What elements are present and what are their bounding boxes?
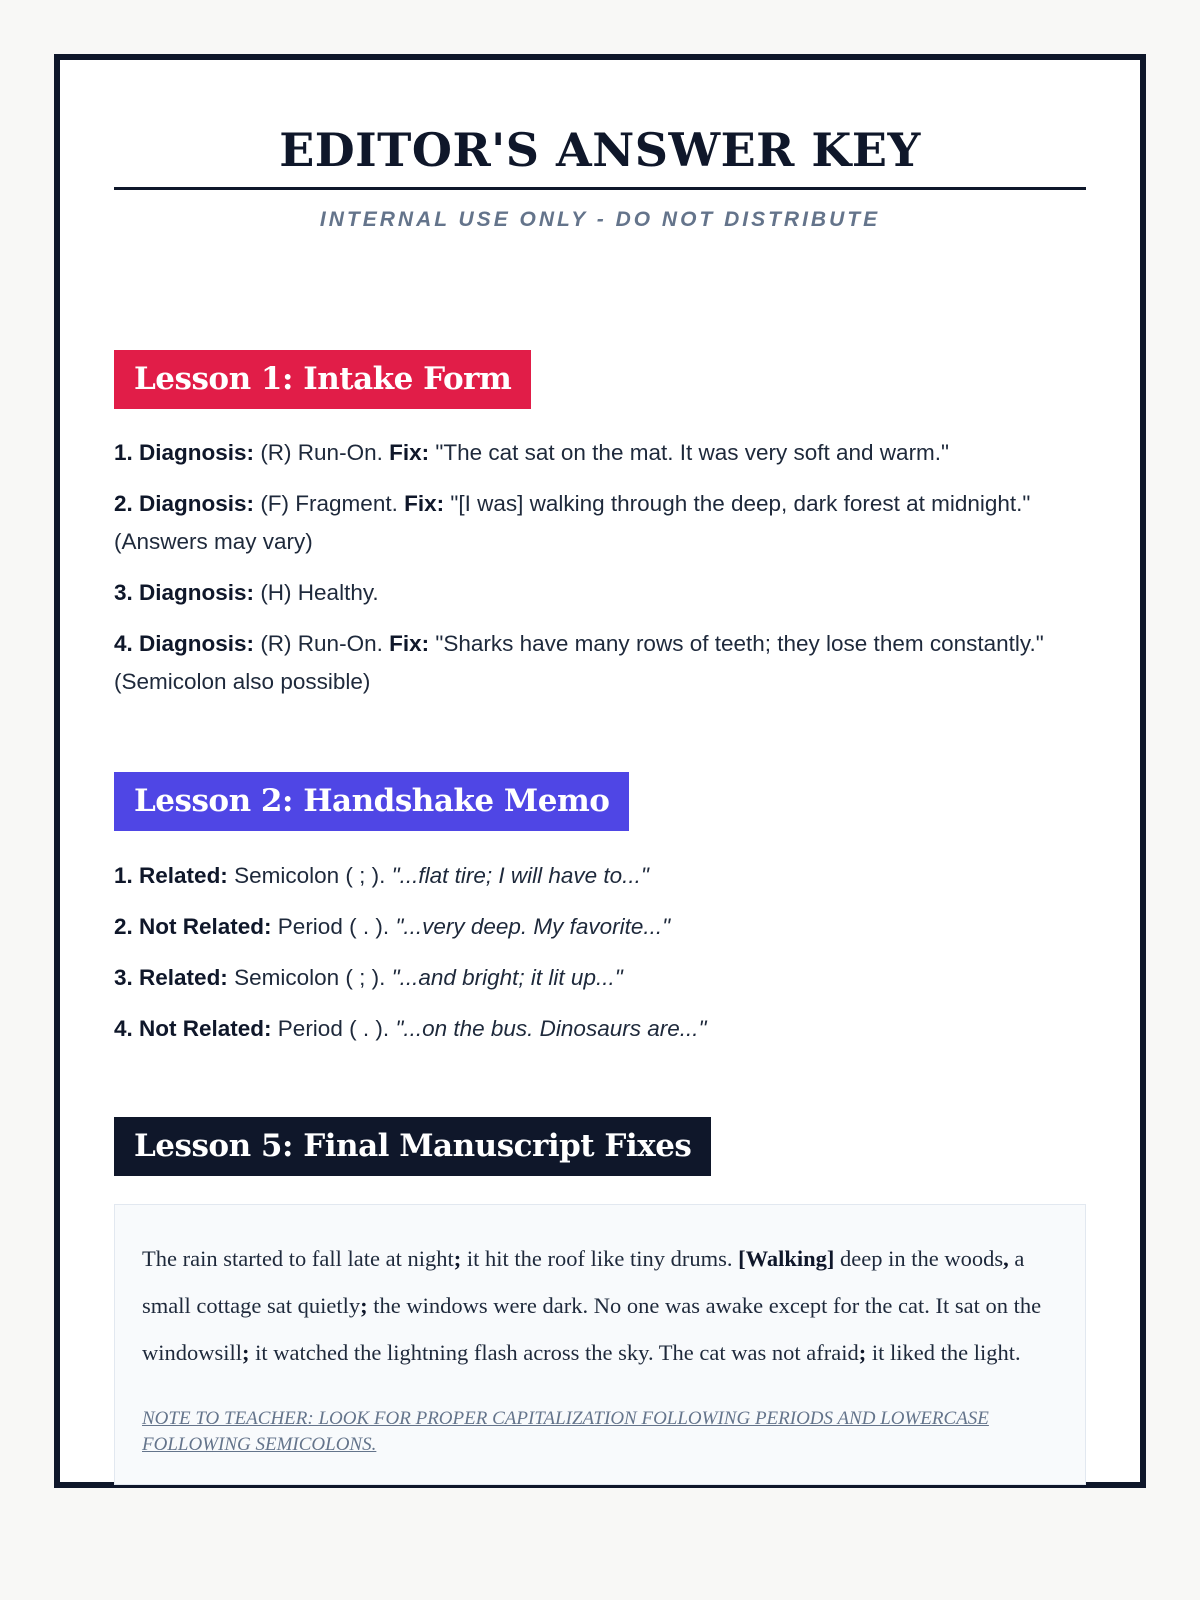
lesson-2-item [114,1010,1086,1048]
page-title: EDITOR'S ANSWER KEY [279,123,921,177]
title-divider [114,187,1086,190]
item-answer: Period ( . ). [271,914,396,939]
lesson-1-list [114,434,1086,701]
item-label: Diagnosis: [139,580,255,605]
lesson-2-section [114,772,1086,1061]
item-answer: (H) Healthy. [254,580,379,605]
ms-segment: deep in the woods [834,1246,1004,1271]
lesson-2-list [114,857,1086,1048]
item-number: 4. [114,1016,133,1041]
item-example: "...on the bus. Dinosaurs are..." [395,1016,707,1041]
item-number: 2. [114,491,133,516]
item-number: 2. [114,914,133,939]
item-number: 4. [114,631,133,656]
item-answer: (R) Run-On. [254,631,390,656]
inserted-word: [Walking] [738,1246,835,1271]
item-number: 3. [114,965,133,990]
lesson-1-item [114,434,1086,472]
lesson-5-heading: Lesson 5: Final Manuscript Fixes [114,1117,711,1176]
item-answer: Period ( . ). [271,1016,396,1041]
item-number: 1. [114,440,133,465]
lesson-1-item [114,574,1086,612]
punctuation-fix: ; [242,1340,250,1365]
lesson-1-item [114,625,1086,701]
lesson-5-section [114,1117,1086,1485]
item-example: "...flat tire; I will have to..." [391,863,649,888]
fix-text: "Sharks have many rows of teeth; they lose them constantly." (Semicolon also possible) [114,631,1044,694]
item-label: Related: [139,965,228,990]
item-label: Not Related: [139,914,272,939]
ms-segment: it hit the roof like tiny drums. [461,1246,739,1271]
item-answer: Semicolon ( ; ). [227,965,392,990]
teacher-note: NOTE TO TEACHER: LOOK FOR PROPER CAPITALIZATION FOLLOWING PERIODS AND LOWERCASE FOLLOWING SEMICOLONS. [142,1408,989,1455]
manuscript-box [114,1204,1086,1485]
punctuation-fix: ; [453,1246,462,1271]
fix-text: "The cat sat on the mat. It was very soft and warm." [429,440,950,465]
fix-label: Fix: [389,440,430,465]
manuscript-text [142,1235,1059,1376]
ms-segment: The rain started to fall late at night [142,1246,454,1271]
fix-label: Fix: [404,491,445,516]
lesson-2-heading: Lesson 2: Handshake Memo [114,772,629,831]
ms-segment: the windows were dark. No one was awake except for the cat. It sat on the windowsill [142,1293,1042,1365]
item-number: 3. [114,580,133,605]
ms-segment: it watched the lightning flash across the sky. The cat was not afraid [249,1340,859,1365]
page-subtitle: INTERNAL USE ONLY - DO NOT DISTRIBUTE [319,208,881,231]
fix-text: "[I was] walking through the deep, dark forest at midnight." (Answers may vary) [114,491,1031,554]
lesson-1-section [114,350,1086,714]
lesson-2-item [114,857,1086,895]
punctuation-fix: ; [858,1340,867,1365]
lesson-2-item [114,959,1086,997]
item-example: "...very deep. My favorite..." [395,914,671,939]
item-answer: (R) Run-On. [254,440,390,465]
punctuation-fix: ; [360,1293,368,1318]
item-number: 1. [114,863,133,888]
item-answer: Semicolon ( ; ). [227,863,392,888]
item-label: Diagnosis: [139,491,255,516]
ms-segment: it liked the light. [866,1340,1021,1365]
item-answer: (F) Fragment. [254,491,405,516]
item-label: Diagnosis: [139,631,255,656]
lesson-1-item [114,485,1086,561]
item-label: Diagnosis: [139,440,255,465]
lesson-1-heading: Lesson 1: Intake Form [114,350,531,409]
item-label: Related: [139,863,228,888]
punctuation-fix: , [1003,1246,1009,1271]
lesson-2-item [114,908,1086,946]
item-label: Not Related: [139,1016,272,1041]
ms-segment: a small cottage sat quietly [142,1246,1025,1318]
item-example: "...and bright; it lit up..." [391,965,623,990]
page-content [114,60,1086,1455]
fix-label: Fix: [389,631,430,656]
answer-key-page [54,54,1146,1488]
